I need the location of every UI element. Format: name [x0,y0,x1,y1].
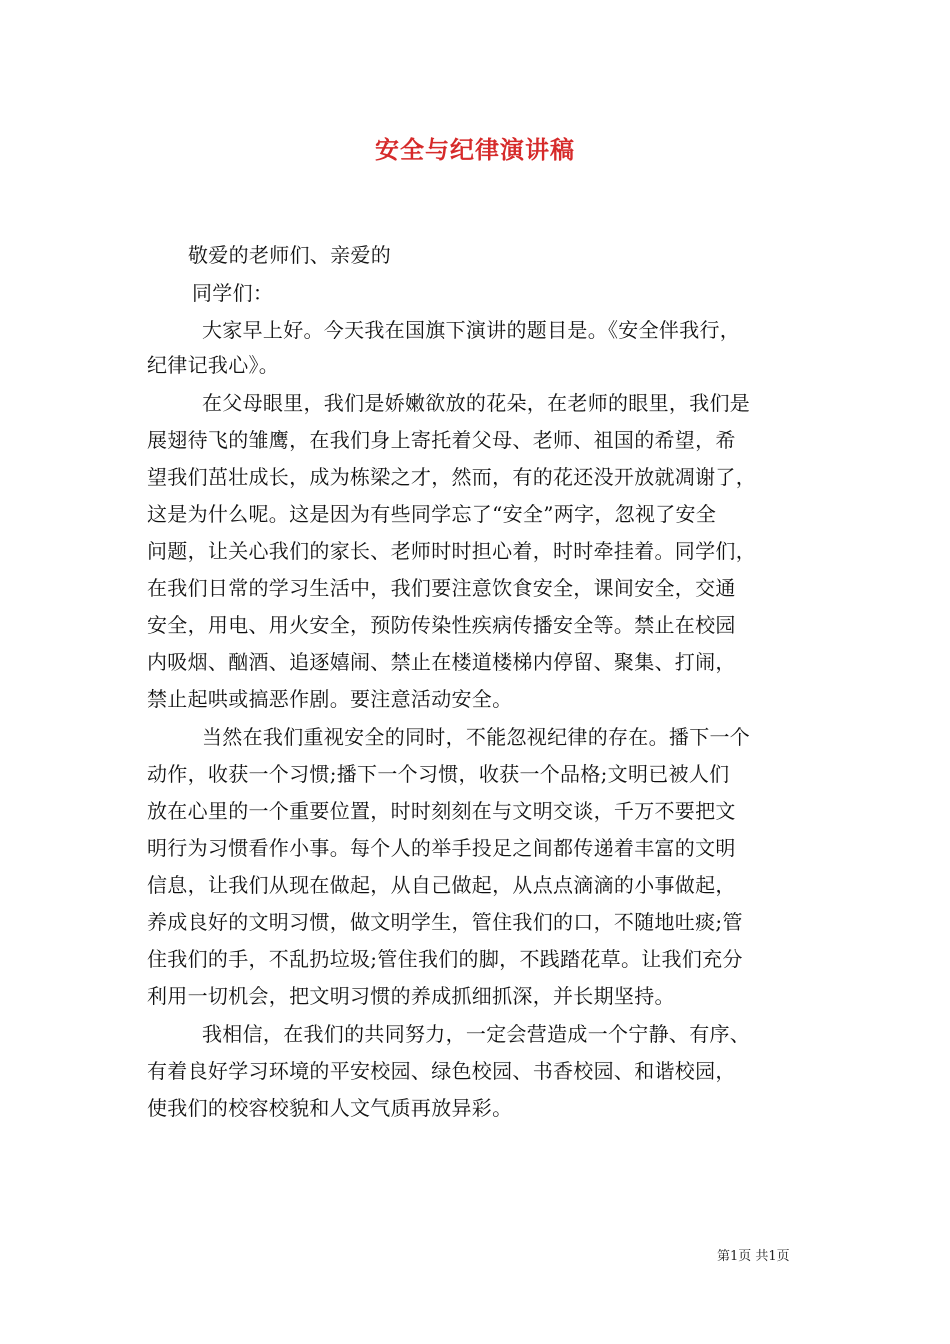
salutation-line-2: 同学们： [192,281,274,305]
paragraph-line: 放在心里的一个重要位置，时时刻刻在与文明交谈，千万不要把文 [147,799,736,823]
paragraph-line: 使我们的校容校貌和人文气质再放异彩。 [147,1096,513,1120]
paragraph-line: 禁止起哄或搞恶作剧。要注意活动安全。 [147,687,513,711]
paragraph-line: 内吸烟、酗酒、追逐嬉闹、禁止在楼道楼梯内停留、聚集、打闹， [147,650,736,674]
document-title: 安全与纪律演讲稿 [375,135,575,164]
paragraph-line: 养成良好的文明习惯，做文明学生，管住我们的口，不随地吐痰;管 [147,910,743,934]
paragraph-line: 这是为什么呢。这是因为有些同学忘了“安全”两字，忽视了安全 [147,502,717,526]
paragraph-line: 在我们日常的学习生活中，我们要注意饮食安全，课间安全，交通 [147,576,736,600]
paragraph-line: 当然在我们重视安全的同时，不能忽视纪律的存在。播下一个 [202,725,751,749]
paragraph-line: 纪律记我心》。 [147,353,280,377]
paragraph-line: 有着良好学习环境的平安校园、绿色校园、书香校园、和谐校园， [147,1059,736,1083]
paragraph-line: 住我们的手，不乱扔垃圾;管住我们的脚，不践踏花草。让我们充分 [147,947,743,971]
page-number-footer: 第1页 共1页 [717,1249,790,1264]
paragraph-line: 展翅待飞的雏鹰，在我们身上寄托着父母、老师、祖国的希望，希 [147,428,736,452]
salutation-line-1: 敬爱的老师们、亲爱的 [188,243,391,267]
paragraph-line: 问题，让关心我们的家长、老师时时担心着，时时牵挂着。同学们， [147,539,756,563]
paragraph-line: 望我们茁壮成长，成为栋梁之才，然而，有的花还没开放就凋谢了， [147,465,756,489]
paragraph-line: 明行为习惯看作小事。每个人的举手投足之间都传递着丰富的文明 [147,836,736,860]
paragraph-line: 在父母眼里，我们是娇嫩欲放的花朵，在老师的眼里，我们是 [202,391,751,415]
paragraph-line: 利用一切机会，把文明习惯的养成抓细抓深，并长期坚持。 [147,984,675,1008]
paragraph-line: 我相信，在我们的共同努力，一定会营造成一个宁静、有序、 [202,1022,751,1046]
paragraph-line: 信息，让我们从现在做起，从自己做起，从点点滴滴的小事做起， [147,873,736,897]
paragraph-line: 大家早上好。今天我在国旗下演讲的题目是。《安全伴我行， [202,318,741,342]
paragraph-line: 动作，收获一个习惯;播下一个习惯，收获一个品格;文明已被人们 [147,762,730,786]
paragraph-line: 安全，用电、用火安全，预防传染性疾病传播安全等。禁止在校园 [147,613,736,637]
